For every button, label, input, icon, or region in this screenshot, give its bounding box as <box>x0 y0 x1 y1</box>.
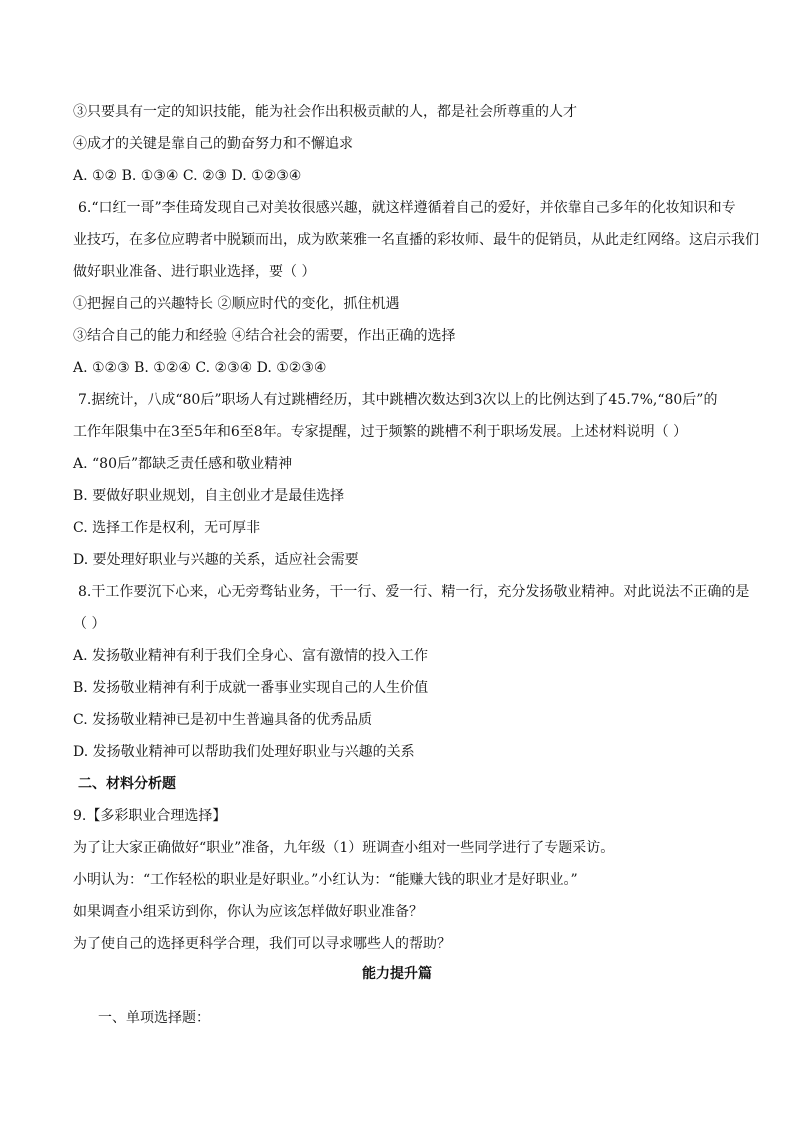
q7-choice-c: C. 选择工作是权利，无可厚非 <box>73 520 261 536</box>
question-9-prompt-1: 如果调查小组采访到你，你认为应该怎样做好职业准备？ <box>73 904 423 920</box>
question-6-line-2: 业技巧，在多位应聘者中脱颖而出，成为欧莱雅一名直播的彩妆师、最牛的促销员，从此走红网络。这启示我们 <box>73 232 759 248</box>
section-heading-single-choice: 一、单项选择题： <box>98 1010 210 1026</box>
question-7-line-1: 7.据统计，八成“80后”职场人有过跳槽经历，其中跳槽次数达到3次以上的比例达到了45.7%,“80后”的 <box>78 392 718 408</box>
q8-choice-c: C. 发扬敬业精神已是初中生普遍具备的优秀品质 <box>73 712 373 728</box>
q8-choice-b: B. 发扬敬业精神有利于成就一番事业实现自己的人生价值 <box>73 680 429 696</box>
q8-choice-a: A. 发扬敬业精神有利于我们全身心、富有激情的投入工作 <box>73 648 429 664</box>
option-3: ③只要具有一定的知识技能，能为社会作出积极贡献的人，都是社会所尊重的人才 <box>73 104 577 120</box>
answer-choices-q6: A. ①②③ B. ①②④ C. ②③④ D. ①②③④ <box>73 360 327 376</box>
question-6-line-3: 做好职业准备、进行职业选择，要（ ） <box>73 264 316 280</box>
question-8-line-1: 8.干工作要沉下心来，心无旁骛钻业务，干一行、爱一行、精一行，充分发扬敬业精神。对此说法不正确的是 <box>78 584 750 600</box>
question-7-line-2: 工作年限集中在3至5年和6至8年。专家提醒，过于频繁的跳槽不利于职场发展。上述材料说明（ ） <box>73 424 688 440</box>
section-heading-material-analysis: 二、材料分析题 <box>78 776 176 792</box>
q6-options-3-4: ③结合自己的能力和经验 ④结合社会的需要，作出正确的选择 <box>73 328 456 344</box>
question-9-line-1: 为了让大家正确做好“职业”准备，九年级（1）班调查小组对一些同学进行了专题采访。 <box>73 840 615 856</box>
answer-choices-q5: A. ①② B. ①③④ C. ②③ D. ①②③④ <box>73 168 302 184</box>
q7-choice-b: B. 要做好职业规划，自主创业才是最佳选择 <box>73 488 345 504</box>
option-4: ④成才的关键是靠自己的勤奋努力和不懈追求 <box>73 136 353 152</box>
q8-choice-d: D. 发扬敬业精神可以帮助我们处理好职业与兴趣的关系 <box>73 744 415 760</box>
q7-choice-a: A. “80后”都缺乏责任感和敬业精神 <box>73 456 293 472</box>
question-6-line-1: 6.“口红一哥”李佳琦发现自己对美妆很感兴趣，就这样遵循着自己的爱好，并依靠自己多年的化妆知识和专 <box>78 200 736 216</box>
question-9-prompt-2: 为了使自己的选择更科学合理，我们可以寻求哪些人的帮助？ <box>73 936 451 952</box>
question-9-title: 9.【多彩职业合理选择】 <box>73 808 227 824</box>
q7-choice-d: D. 要处理好职业与兴趣的关系，适应社会需要 <box>73 552 359 568</box>
q6-options-1-2: ①把握自己的兴趣特长 ②顺应时代的变化，抓住机遇 <box>73 296 400 312</box>
section-title-ability-improvement: 能力提升篇 <box>362 966 432 982</box>
question-9-line-2: 小明认为：“工作轻松的职业是好职业。”小红认为：“能赚大钱的职业才是好职业。” <box>73 872 578 888</box>
question-8-line-2: （ ） <box>73 616 106 632</box>
